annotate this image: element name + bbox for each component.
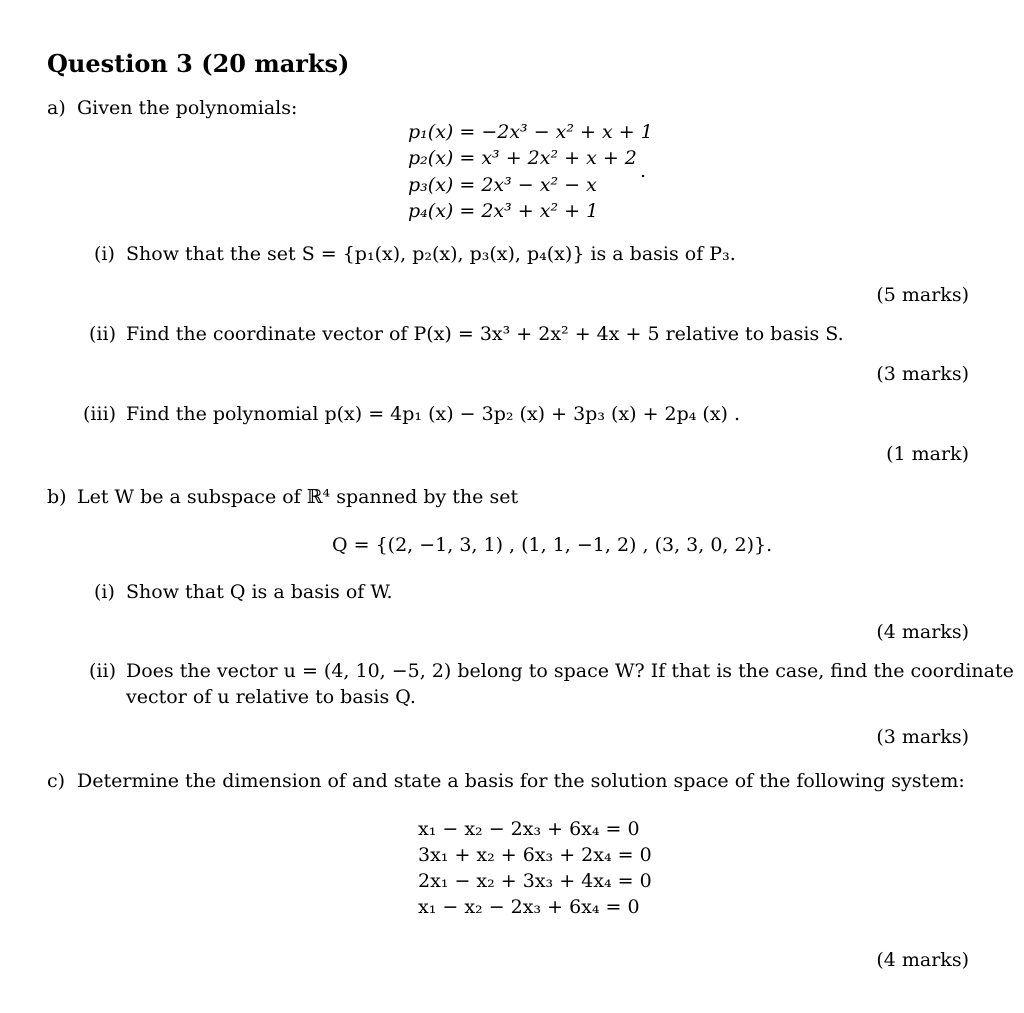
part-a-item-i-text: Show that the set S = {p₁(x), p₂(x), p₃(x), p₄(x)} is a basis of P₃.: [126, 243, 736, 265]
part-b-intro: Let W be a subspace of ℝ⁴ spanned by the set: [77, 486, 519, 508]
equation-rhs: x³ + 2x² + x + 2: [481, 147, 637, 169]
equation-lhs: p₄(x): [408, 200, 454, 222]
part-c-marks: (4 marks): [876, 949, 969, 971]
equation-lhs: p₁(x): [408, 121, 454, 143]
part-a-item-ii-text: Find the coordinate vector of P(x) = 3x³ + 2x² + 4x + 5 relative to basis S.: [126, 323, 844, 345]
part-a-item-i-num: (i): [94, 243, 115, 265]
equation-rhs: −2x³ − x² + x + 1: [481, 121, 653, 143]
system-equation-4: x₁ − x₂ − 2x₃ + 6x₄ = 0: [418, 896, 640, 918]
part-a-item-iii-text: Find the polynomial p(x) = 4p₁ (x) − 3p₂ (x) + 3p₃ (x) + 2p₄ (x) .: [126, 403, 741, 425]
part-a-item-i-marks: (5 marks): [876, 284, 969, 306]
part-b-item-i-text: Show that Q is a basis of W.: [126, 581, 393, 603]
system-equation-2: 3x₁ + x₂ + 6x₃ + 2x₄ = 0: [418, 844, 652, 866]
part-b-item-ii-num: (ii): [89, 660, 116, 682]
part-a-item-iii-num: (iii): [83, 403, 117, 425]
polynomial-p3: p₃(x) = 2x³ − x² − x: [408, 174, 597, 196]
equation-rhs: 2x³ − x² − x: [481, 174, 597, 196]
part-b-item-ii-marks: (3 marks): [876, 726, 969, 748]
system-equation-1: x₁ − x₂ − 2x₃ + 6x₄ = 0: [418, 818, 640, 840]
part-a-item-ii-marks: (3 marks): [876, 363, 969, 385]
part-b-item-i-marks: (4 marks): [876, 621, 969, 643]
part-a-item-ii-num: (ii): [89, 323, 116, 345]
part-a-intro: Given the polynomials:: [77, 97, 298, 119]
part-c-intro: Determine the dimension of and state a basis for the solution space of the following system:: [77, 770, 965, 792]
set-q-equation: Q = {(2, −1, 3, 1) , (1, 1, −1, 2) , (3, 3, 0, 2)}.: [332, 534, 773, 556]
polynomial-p2: p₂(x) = x³ + 2x² + x + 2: [408, 147, 637, 169]
polynomial-p4: p₄(x) = 2x³ + x² + 1: [408, 200, 599, 222]
question-title: Question 3 (20 marks): [47, 49, 350, 78]
equation-lhs: p₃(x): [408, 174, 454, 196]
part-b-label: b): [47, 486, 67, 508]
polynomial-p1: p₁(x) = −2x³ − x² + x + 1: [408, 121, 653, 143]
equation-rhs: 2x³ + x² + 1: [481, 200, 599, 222]
part-b-item-ii-text-line2: vector of u relative to basis Q.: [126, 686, 416, 708]
part-a-item-iii-marks: (1 mark): [886, 443, 969, 465]
polynomials-period: .: [640, 160, 647, 182]
system-equation-3: 2x₁ − x₂ + 3x₃ + 4x₄ = 0: [418, 870, 652, 892]
equation-lhs: p₂(x): [408, 147, 454, 169]
part-c-label: c): [47, 770, 66, 792]
part-b-item-ii-text: Does the vector u = (4, 10, −5, 2) belong to space W? If that is the case, find the coordinate: [126, 660, 1014, 682]
part-b-item-i-num: (i): [94, 581, 115, 603]
part-a-label: a): [47, 97, 66, 119]
